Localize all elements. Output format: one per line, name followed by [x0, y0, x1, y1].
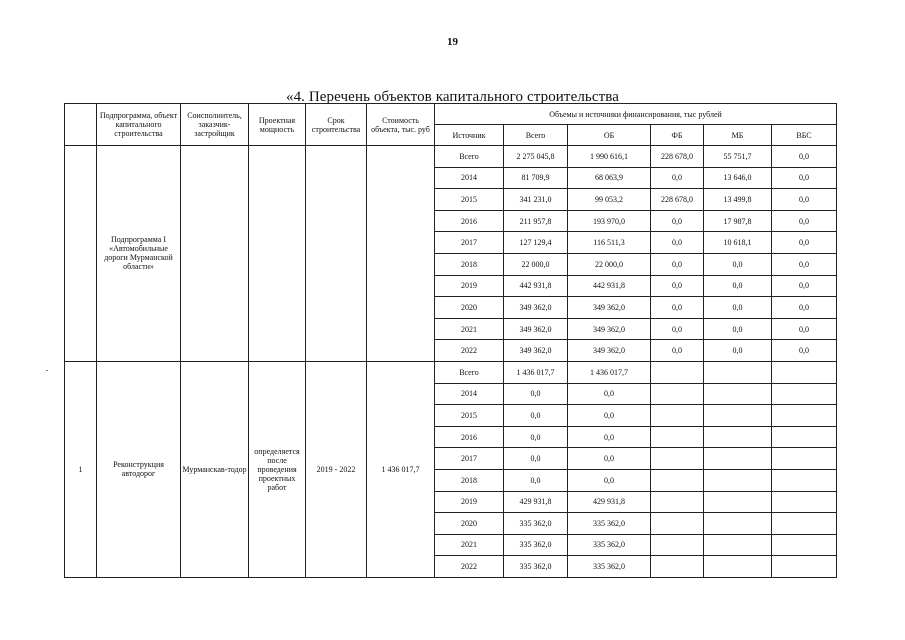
contractor — [181, 146, 249, 362]
cell-ob: 193 970,0 — [568, 210, 651, 232]
design-capacity: определяется после проведения проектных работ — [249, 361, 306, 577]
cell-total: 341 231,0 — [504, 189, 568, 211]
header-capacity: Проектная мощность — [249, 104, 306, 146]
cell-ob: 349 362,0 — [568, 318, 651, 340]
cell-vbs: 0,0 — [772, 275, 837, 297]
construction-period: 2019 - 2022 — [306, 361, 367, 577]
header-cost: Стоимость объекта, тыс. руб — [367, 104, 435, 146]
cell-total: 349 362,0 — [504, 297, 568, 319]
object-name: Подпрограмма I «Автомобильные дороги Мурманской области» — [97, 146, 181, 362]
cell-vbs: 0,0 — [772, 210, 837, 232]
construction-period — [306, 146, 367, 362]
cell-ob: 22 000,0 — [568, 253, 651, 275]
cell-source: 2018 — [435, 469, 504, 491]
cell-ob: 99 053,2 — [568, 189, 651, 211]
cell-fb: 0,0 — [651, 167, 704, 189]
cell-source: 2021 — [435, 318, 504, 340]
cell-total: 211 957,8 — [504, 210, 568, 232]
header-financing: Объемы и источники финансирования, тыс рублей — [435, 104, 837, 125]
cell-fb: 0,0 — [651, 275, 704, 297]
cell-total: 127 129,4 — [504, 232, 568, 254]
cell-total: 1 436 017,7 — [504, 361, 568, 383]
cell-ob: 0,0 — [568, 405, 651, 427]
cell-fb: 0,0 — [651, 318, 704, 340]
cell-mb — [704, 556, 772, 578]
cell-mb: 0,0 — [704, 297, 772, 319]
cell-ob: 429 931,8 — [568, 491, 651, 513]
cell-total: 349 362,0 — [504, 340, 568, 362]
cell-fb — [651, 361, 704, 383]
cell-mb: 0,0 — [704, 340, 772, 362]
row-number — [65, 146, 97, 362]
cell-fb: 0,0 — [651, 210, 704, 232]
cell-vbs — [772, 469, 837, 491]
cell-total: 349 362,0 — [504, 318, 568, 340]
cell-ob: 0,0 — [568, 383, 651, 405]
cell-fb — [651, 469, 704, 491]
cell-source: Всего — [435, 146, 504, 168]
cell-ob: 335 362,0 — [568, 534, 651, 556]
cell-mb — [704, 448, 772, 470]
cell-total: 0,0 — [504, 448, 568, 470]
cell-source: 2014 — [435, 167, 504, 189]
cell-source: 2015 — [435, 189, 504, 211]
cell-fb — [651, 491, 704, 513]
cell-ob: 1 436 017,7 — [568, 361, 651, 383]
header-vbs: ВБС — [772, 125, 837, 146]
page-title: «4. Перечень объектов капитального строительства — [285, 89, 620, 105]
cell-ob: 0,0 — [568, 448, 651, 470]
cell-vbs: 0,0 — [772, 318, 837, 340]
cell-source: 2020 — [435, 513, 504, 535]
cell-vbs — [772, 534, 837, 556]
cell-fb — [651, 405, 704, 427]
cell-total: 0,0 — [504, 405, 568, 427]
cell-total: 81 709,9 — [504, 167, 568, 189]
cell-mb — [704, 491, 772, 513]
cell-source: 2016 — [435, 426, 504, 448]
cell-fb — [651, 426, 704, 448]
cell-fb — [651, 534, 704, 556]
cell-total: 0,0 — [504, 426, 568, 448]
cell-vbs — [772, 491, 837, 513]
cell-vbs — [772, 448, 837, 470]
cell-source: 2019 — [435, 491, 504, 513]
cell-fb — [651, 383, 704, 405]
cell-fb — [651, 513, 704, 535]
cell-vbs: 0,0 — [772, 297, 837, 319]
cell-mb — [704, 361, 772, 383]
cell-mb: 0,0 — [704, 275, 772, 297]
table-row — [65, 361, 837, 383]
cell-mb: 17 987,8 — [704, 210, 772, 232]
cell-vbs: 0,0 — [772, 232, 837, 254]
cell-source: 2018 — [435, 253, 504, 275]
cell-source: 2017 — [435, 232, 504, 254]
scan-artifact — [46, 370, 48, 371]
cell-ob: 349 362,0 — [568, 340, 651, 362]
cell-vbs — [772, 556, 837, 578]
cell-fb: 0,0 — [651, 297, 704, 319]
cell-vbs — [772, 361, 837, 383]
cell-source: 2020 — [435, 297, 504, 319]
cell-ob: 1 990 616,1 — [568, 146, 651, 168]
cell-source: 2022 — [435, 556, 504, 578]
cell-total: 0,0 — [504, 469, 568, 491]
cell-source: 2016 — [435, 210, 504, 232]
cell-mb — [704, 405, 772, 427]
header-contractor: Соисполнитель, заказчик-застройщик — [181, 104, 249, 146]
cell-total: 335 362,0 — [504, 534, 568, 556]
header-period: Срок строительства — [306, 104, 367, 146]
table-row — [65, 146, 837, 168]
header-mb: МБ — [704, 125, 772, 146]
cell-vbs: 0,0 — [772, 340, 837, 362]
cell-vbs — [772, 383, 837, 405]
cell-mb: 55 751,7 — [704, 146, 772, 168]
cell-mb: 13 499,8 — [704, 189, 772, 211]
cell-mb: 0,0 — [704, 318, 772, 340]
cell-fb: 228 678,0 — [651, 189, 704, 211]
cell-vbs — [772, 426, 837, 448]
cell-ob: 442 931,8 — [568, 275, 651, 297]
cell-fb — [651, 448, 704, 470]
header-total: Всего — [504, 125, 568, 146]
cell-vbs: 0,0 — [772, 253, 837, 275]
header-fb: ФБ — [651, 125, 704, 146]
cell-fb: 228 678,0 — [651, 146, 704, 168]
cell-total: 335 362,0 — [504, 513, 568, 535]
cell-source: 2022 — [435, 340, 504, 362]
cell-source: 2015 — [435, 405, 504, 427]
header-row-top — [65, 104, 837, 125]
header-source: Источник — [435, 125, 504, 146]
cell-ob: 335 362,0 — [568, 513, 651, 535]
cell-ob: 335 362,0 — [568, 556, 651, 578]
header-num — [65, 104, 97, 146]
cell-source: Всего — [435, 361, 504, 383]
cell-mb — [704, 469, 772, 491]
cell-fb: 0,0 — [651, 340, 704, 362]
cell-mb: 10 618,1 — [704, 232, 772, 254]
row-number: 1 — [65, 361, 97, 577]
cell-total: 335 362,0 — [504, 556, 568, 578]
cell-ob: 0,0 — [568, 469, 651, 491]
cell-fb — [651, 556, 704, 578]
design-capacity — [249, 146, 306, 362]
cell-total: 442 931,8 — [504, 275, 568, 297]
cell-vbs: 0,0 — [772, 167, 837, 189]
cell-vbs — [772, 513, 837, 535]
cell-mb: 0,0 — [704, 253, 772, 275]
contractor: Мурманскав-тодор — [181, 361, 249, 577]
cell-ob: 68 063,9 — [568, 167, 651, 189]
cell-fb: 0,0 — [651, 253, 704, 275]
cell-total: 0,0 — [504, 383, 568, 405]
cell-vbs — [772, 405, 837, 427]
cell-ob: 349 362,0 — [568, 297, 651, 319]
page-number: 19 — [447, 36, 458, 48]
cell-mb — [704, 426, 772, 448]
object-cost: 1 436 017,7 — [367, 361, 435, 577]
cell-fb: 0,0 — [651, 232, 704, 254]
cell-ob: 116 511,3 — [568, 232, 651, 254]
object-name: Реконструкция автодорог — [97, 361, 181, 577]
object-cost — [367, 146, 435, 362]
cell-source: 2019 — [435, 275, 504, 297]
cell-vbs: 0,0 — [772, 146, 837, 168]
cell-mb: 13 646,0 — [704, 167, 772, 189]
cell-total: 429 931,8 — [504, 491, 568, 513]
cell-mb — [704, 513, 772, 535]
cell-source: 2021 — [435, 534, 504, 556]
header-subprogram: Подпрограмма, объект капитального строительства — [97, 104, 181, 146]
cell-total: 22 000,0 — [504, 253, 568, 275]
cell-source: 2017 — [435, 448, 504, 470]
header-ob: ОБ — [568, 125, 651, 146]
cell-vbs: 0,0 — [772, 189, 837, 211]
cell-ob: 0,0 — [568, 426, 651, 448]
cell-mb — [704, 383, 772, 405]
capital-construction-table — [64, 103, 837, 578]
cell-total: 2 275 045,8 — [504, 146, 568, 168]
cell-mb — [704, 534, 772, 556]
cell-source: 2014 — [435, 383, 504, 405]
